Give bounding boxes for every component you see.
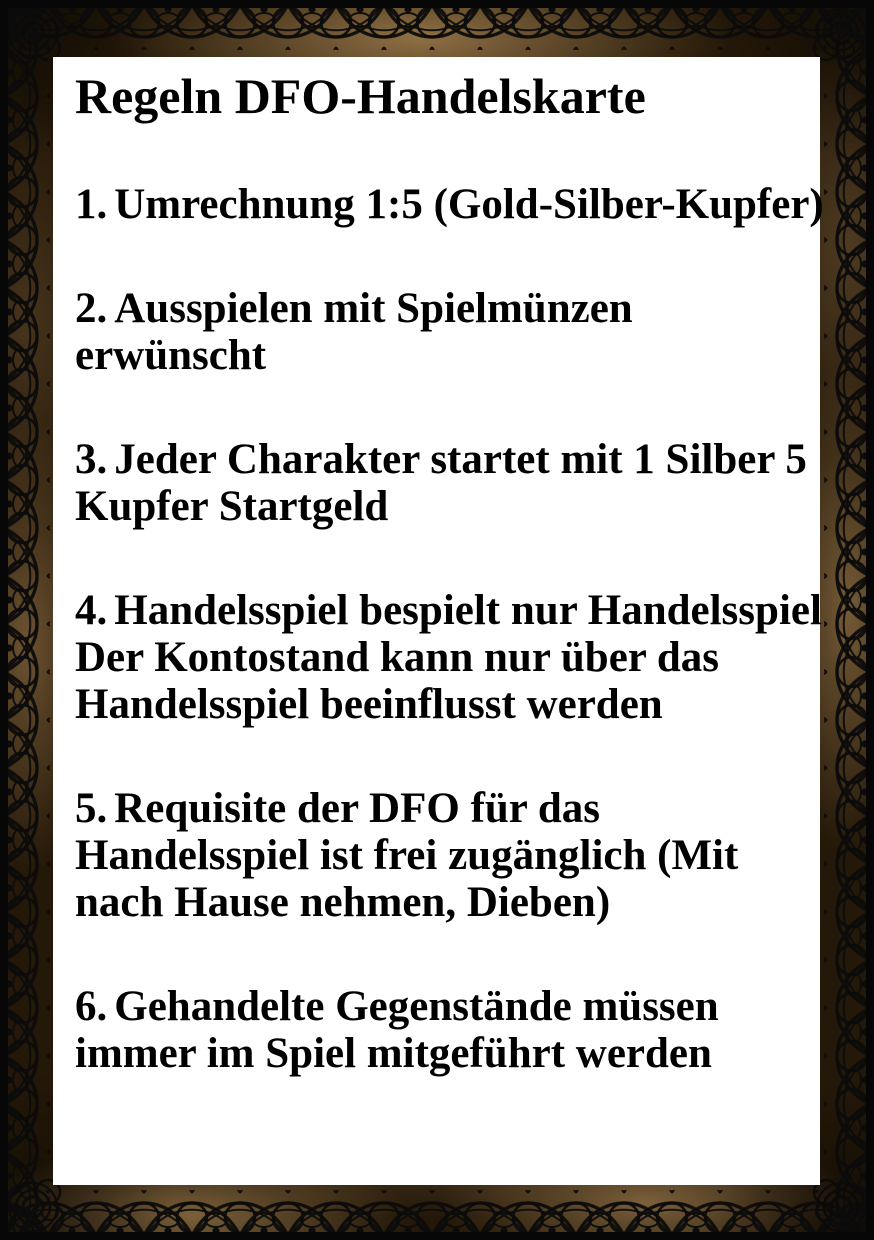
- rule-item: [75, 785, 808, 926]
- rule-line: [75, 983, 808, 1030]
- rule-line: [75, 332, 808, 379]
- rule-line: [75, 1030, 808, 1077]
- rule-line: [75, 681, 808, 728]
- rule-text: Handelsspiel bespielt nur Handelsspiel: [114, 587, 822, 634]
- page-title: Regeln DFO-Handelskarte: [75, 68, 646, 124]
- rule-line: [75, 436, 808, 483]
- rule-text: Requisite der DFO für das: [114, 785, 601, 832]
- rule-item: [75, 587, 822, 728]
- rule-line: [75, 587, 822, 634]
- rule-text: Ausspielen mit Spielmünzen: [114, 285, 633, 332]
- rule-line: [75, 634, 808, 681]
- rule-item: [75, 181, 824, 228]
- rule-line: [75, 879, 808, 926]
- rule-number: 5.: [75, 785, 108, 832]
- rule-line: [75, 181, 824, 228]
- rule-number: 3.: [75, 436, 108, 483]
- rule-text: Jeder Charakter startet mit 1 Silber 5: [114, 436, 807, 483]
- rule-text: nach Hause nehmen, Dieben): [75, 879, 611, 926]
- rule-text: Handelsspiel ist frei zugänglich (Mit: [75, 832, 739, 879]
- rule-text: immer im Spiel mitgeführt werden: [75, 1030, 712, 1077]
- rule-line: [75, 483, 808, 530]
- rule-line: [75, 832, 808, 879]
- rule-text: Handelsspiel beeinflusst werden: [75, 681, 663, 728]
- rule-item: [75, 285, 808, 379]
- rule-number: 6.: [75, 983, 108, 1030]
- rule-number: 1.: [75, 181, 108, 228]
- rule-item: [75, 436, 808, 530]
- rule-number: 4.: [75, 587, 108, 634]
- rule-text: Kupfer Startgeld: [75, 483, 389, 530]
- rule-text: erwünscht: [75, 332, 267, 379]
- rule-line: [75, 785, 808, 832]
- rules-list: [75, 181, 824, 1077]
- rules-card: [53, 57, 824, 1185]
- rule-text: Der Kontostand kann nur über das: [75, 634, 720, 681]
- rule-line: [75, 285, 808, 332]
- rule-item: [75, 983, 808, 1077]
- rule-number: 2.: [75, 285, 108, 332]
- rule-text: Gehandelte Gegenstände müssen: [114, 983, 719, 1030]
- rule-text: Umrechnung 1:5 (Gold-Silber-Kupfer): [114, 181, 824, 228]
